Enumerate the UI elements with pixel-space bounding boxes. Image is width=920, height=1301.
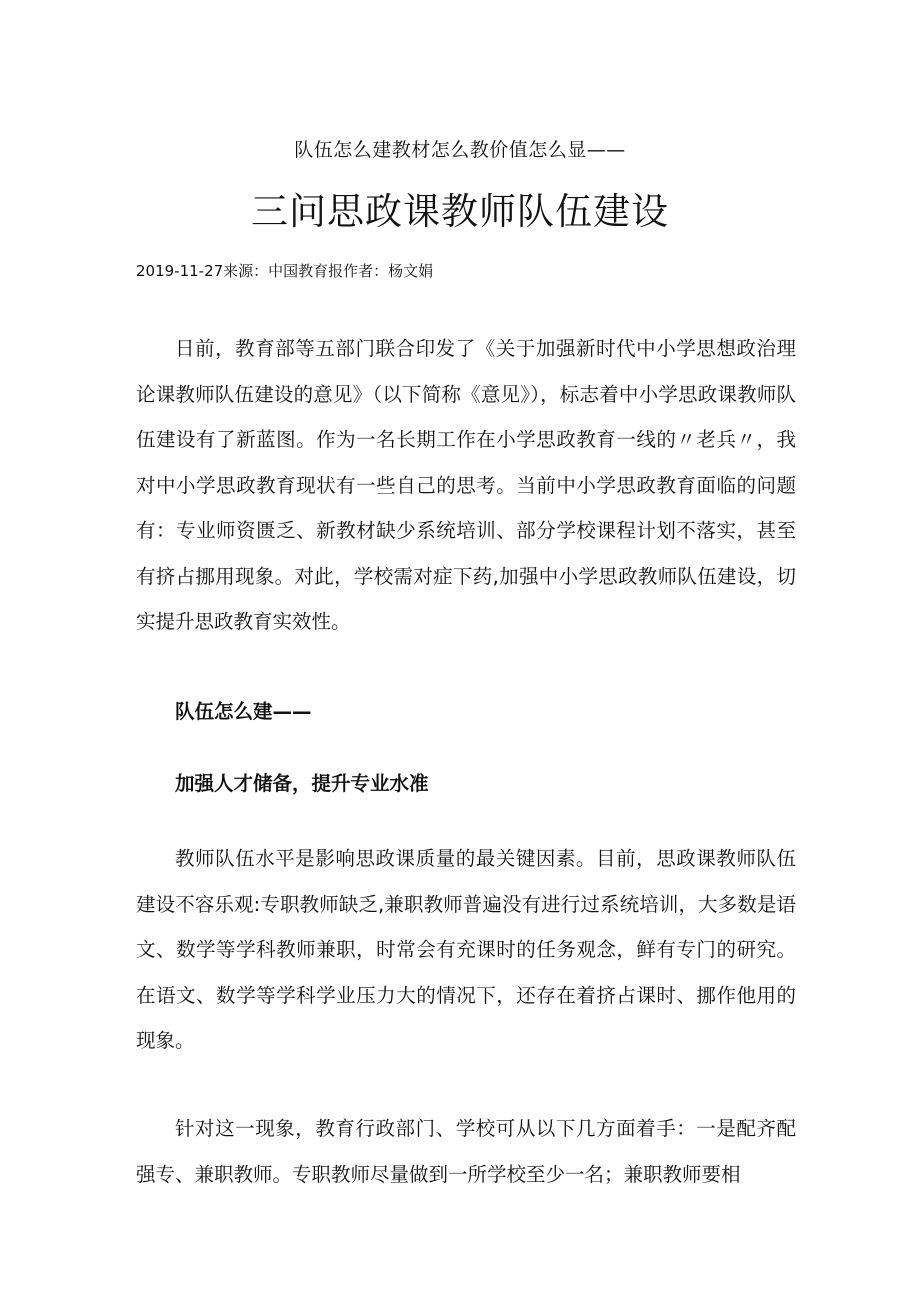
article-meta: 2019-11-27来源：中国教育报作者：杨文娟 [136, 262, 434, 280]
article-title: 三问思政课教师队伍建设 [251, 190, 669, 233]
section-heading: 队伍怎么建—— [175, 700, 312, 723]
article-subtitle: 队伍怎么建教材怎么教价值怎么显—— [294, 139, 626, 161]
paragraph-intro: 日前，教育部等五部门联合印发了《关于加强新时代中小学思想政治理论课教师队伍建设的意见》（以下简称《意见》），标志着中小学思政课教师队伍建设有了新蓝图。作为一名长期工作在小学思政教育一线的〃老兵〃，我对中小学思政教育现状有一些自己的思考。当前中小学思政教育面临的问题有：专业师资匮乏、新教材缺少系统培训、部分学校课程计划不落实，甚至有挤占挪用现象。对此，学校需对症下药,加强中小学思政教师队伍建设，切实提升思政教育实效性。 [136, 337, 796, 633]
paragraph-body: 教师队伍水平是影响思政课质量的最关键因素。目前，思政课教师队伍建设不容乐观:专职教师缺乏,兼职教师普遍没有进行过系统培训，大多数是语文、数学等学科教师兼职，时常会有充课时的任务观念，鲜有专门的研究。在语文、数学等学科学业压力大的情况下，还存在着挤占课时、挪作他用的现象。 [136, 847, 796, 1052]
section-subheading: 加强人才储备，提升专业水准 [175, 772, 429, 795]
paragraph-body-continued: 针对这一现象，教育行政部门、学校可从以下几方面着手：一是配齐配强专、兼职教师。专职教师尽量做到一所学校至少一名；兼职教师要相 [136, 1117, 796, 1186]
